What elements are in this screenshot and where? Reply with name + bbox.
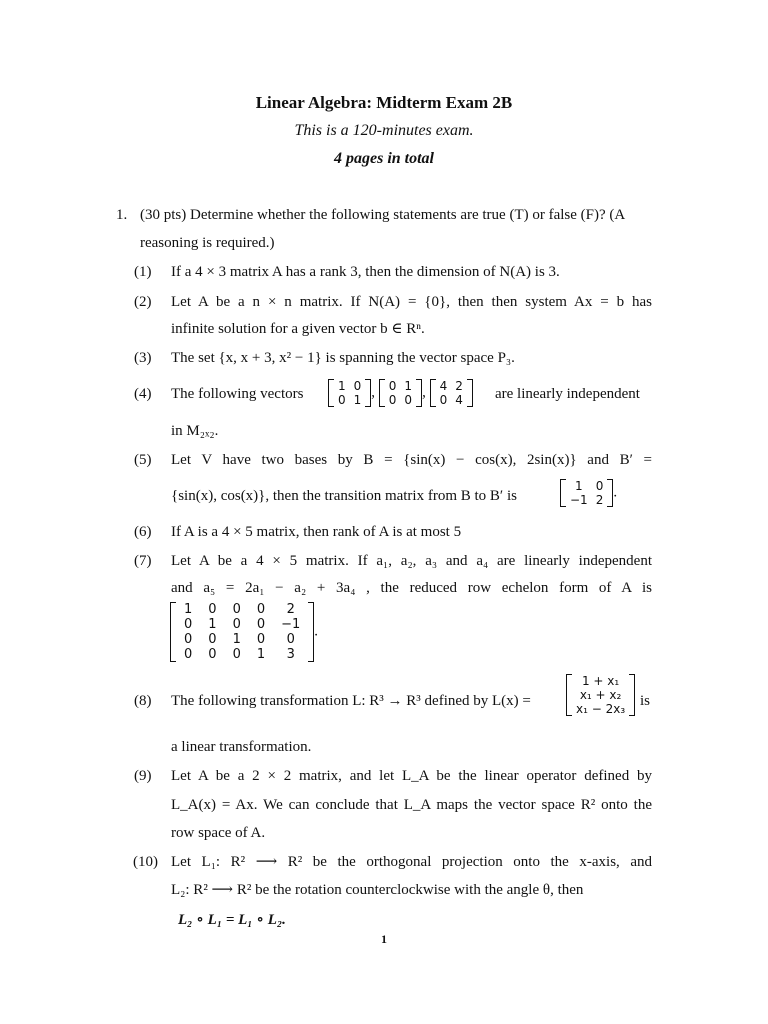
matrix-cell: 0 (208, 602, 217, 617)
item-label: (5) (134, 452, 152, 468)
item-5-text-line2: {sin(x), cos(x)}, then the transition matrix from B to B′ is (171, 488, 517, 504)
item-9-text-line1: Let A be a 2 × 2 matrix, and let L_A be the linear operator defined by (171, 768, 652, 784)
matrix-row (572, 688, 629, 702)
item-8-text-after: is (640, 693, 651, 709)
matrix-row (385, 393, 416, 407)
matrix-row (385, 379, 416, 393)
item-9-text-line3: row space of A. (171, 825, 266, 841)
matrix-cell: 0 (232, 617, 241, 632)
matrix-cell: −1 (281, 617, 301, 632)
item-10-text-line1: Let L₁: R² ⟶ R² be the orthogonal projection onto the x-axis, and (171, 854, 652, 870)
item-4-text-line2: in M₂ₓ₂. (171, 423, 219, 439)
item-7-text-line2: and a₅ = 2a₁ − a₂ + 3a₄ , the reduced row echelon form of A is (171, 580, 652, 596)
matrix-4a (328, 379, 371, 407)
matrix-cell: 1 + x₁ (581, 674, 620, 688)
matrix-cell: 1 (256, 647, 266, 662)
matrix-cell: 1 (404, 379, 413, 393)
item-7-text-line1: Let A be a 4 × 5 matrix. If a₁, a₂, a₃ and a₄ are linearly independent (171, 553, 652, 569)
item-2-text-line1: Let A be a n × n matrix. If N(A) = {0}, then then system Ax = b has (171, 294, 652, 310)
matrix-cell: 0 (286, 632, 295, 647)
matrix-cell: 0 (404, 393, 413, 407)
matrix-cell: 0 (208, 632, 217, 647)
matrix-8 (566, 674, 635, 716)
matrix-cell: 1 (184, 602, 193, 617)
matrix-cell: 0 (595, 479, 604, 493)
item-10-text-line3: L₂ ∘ L₁ = L₁ ∘ L₂. (178, 912, 286, 928)
question-number: 1. (116, 207, 128, 223)
matrix-cell: x₁ + x₂ (579, 688, 622, 702)
matrix-cell: 0 (232, 602, 241, 617)
matrix-cell: 1 (208, 617, 217, 632)
matrix-cell: 1 (353, 393, 362, 407)
exam-duration: This is a 120-minutes exam. (294, 122, 474, 139)
item-label: (7) (134, 553, 152, 569)
exam-page-count: 4 pages in total (333, 150, 434, 167)
question-text-line2: reasoning is required.) (140, 235, 275, 251)
matrix-4c (430, 379, 473, 407)
matrix-row (572, 702, 629, 716)
matrix-cell: 0 (256, 632, 266, 647)
matrix-cell: 1 (232, 632, 241, 647)
matrix-row (176, 632, 308, 647)
item-label: (9) (134, 768, 152, 784)
item-5-matrix-wrap: 1 0 −1 2 . (560, 479, 617, 507)
item-1-text: If a 4 × 3 matrix A has a rank 3, then the dimension of N(A) is 3. (171, 264, 560, 280)
matrix-cell: 0 (184, 632, 193, 647)
item-3-text: The set {x, x + 3, x² − 1} is spanning the vector space P₃. (171, 350, 515, 366)
matrix-cell: −1 (570, 493, 588, 507)
matrix-cell: 1 (575, 479, 583, 493)
item-2-text-line2: infinite solution for a given vector b ∈ Rⁿ. (171, 321, 425, 337)
matrix-row (334, 393, 365, 407)
matrix-cell: 3 (286, 647, 295, 662)
matrix-cell: 2 (595, 493, 604, 507)
item-8-matrix-wrap (566, 674, 635, 716)
item-label: (4) (134, 386, 152, 402)
item-label: (6) (134, 524, 152, 540)
matrix-row (176, 602, 308, 617)
matrix-row (436, 379, 467, 393)
matrix-cell: 4 (455, 393, 463, 407)
matrix-cell: 2 (286, 602, 295, 617)
question-text-line1: (30 pts) Determine whether the following statements are true (T) or false (F)? (A (140, 207, 626, 223)
matrix-cell: 0 (208, 647, 217, 662)
matrix-row (436, 393, 467, 407)
matrix-row (176, 647, 308, 662)
item-4-vectors: 1 0 0 1 , 0 1 0 0 , 4 2 0 4 (328, 379, 473, 407)
matrix-cell: 0 (338, 393, 346, 407)
item-7-matrix-wrap: 1 0 0 0 2 0 1 0 0 −1 0 0 1 0 0 0 0 0 1 3 . (170, 602, 318, 662)
item-5-text-line1: Let V have two bases by B = {sin(x) − cos(x), 2sin(x)} and B′ = (171, 452, 652, 468)
matrix-row (566, 479, 607, 493)
matrix-row (334, 379, 365, 393)
exam-title: Linear Algebra: Midterm Exam 2B (255, 93, 513, 112)
page-number: 1 (381, 932, 387, 946)
item-9-text-line2: L_A(x) = Ax. We can conclude that L_A maps the vector space R² onto the (171, 797, 652, 813)
item-8-text-line2: a linear transformation. (171, 739, 312, 755)
matrix-5 (560, 479, 613, 507)
matrix-7 (170, 602, 314, 662)
matrix-cell: 0 (256, 617, 266, 632)
matrix-cell: 0 (353, 379, 362, 393)
item-10-text-line2: L₂: R² ⟶ R² be the rotation counterclockwise with the angle θ, then (171, 882, 584, 898)
item-4-text-before: The following vectors (171, 386, 304, 402)
matrix-4b (379, 379, 422, 407)
matrix-cell: 1 (338, 379, 346, 393)
matrix-cell: 0 (388, 379, 397, 393)
item-label: (10) (133, 854, 158, 870)
item-8-text-before: The following transformation L: R³ → R³ defined by L(x) = (171, 693, 531, 709)
matrix-row (176, 617, 308, 632)
item-label: (8) (134, 693, 152, 709)
matrix-row (572, 674, 629, 688)
matrix-cell: 0 (184, 647, 193, 662)
matrix-cell: 0 (256, 602, 266, 617)
matrix-cell: x₁ − 2x₃ (576, 702, 626, 716)
item-6-text: If A is a 4 × 5 matrix, then rank of A is at most 5 (171, 524, 462, 540)
matrix-cell: 0 (439, 393, 448, 407)
item-label: (3) (134, 350, 152, 366)
matrix-cell: 4 (439, 379, 448, 393)
item-4-text-after: are linearly independent (495, 386, 640, 402)
matrix-cell: 0 (184, 617, 193, 632)
matrix-row (566, 493, 607, 507)
item-label: (2) (134, 294, 152, 310)
matrix-cell: 2 (455, 379, 463, 393)
matrix-cell: 0 (232, 647, 241, 662)
item-label: (1) (134, 264, 152, 280)
matrix-cell: 0 (388, 393, 397, 407)
